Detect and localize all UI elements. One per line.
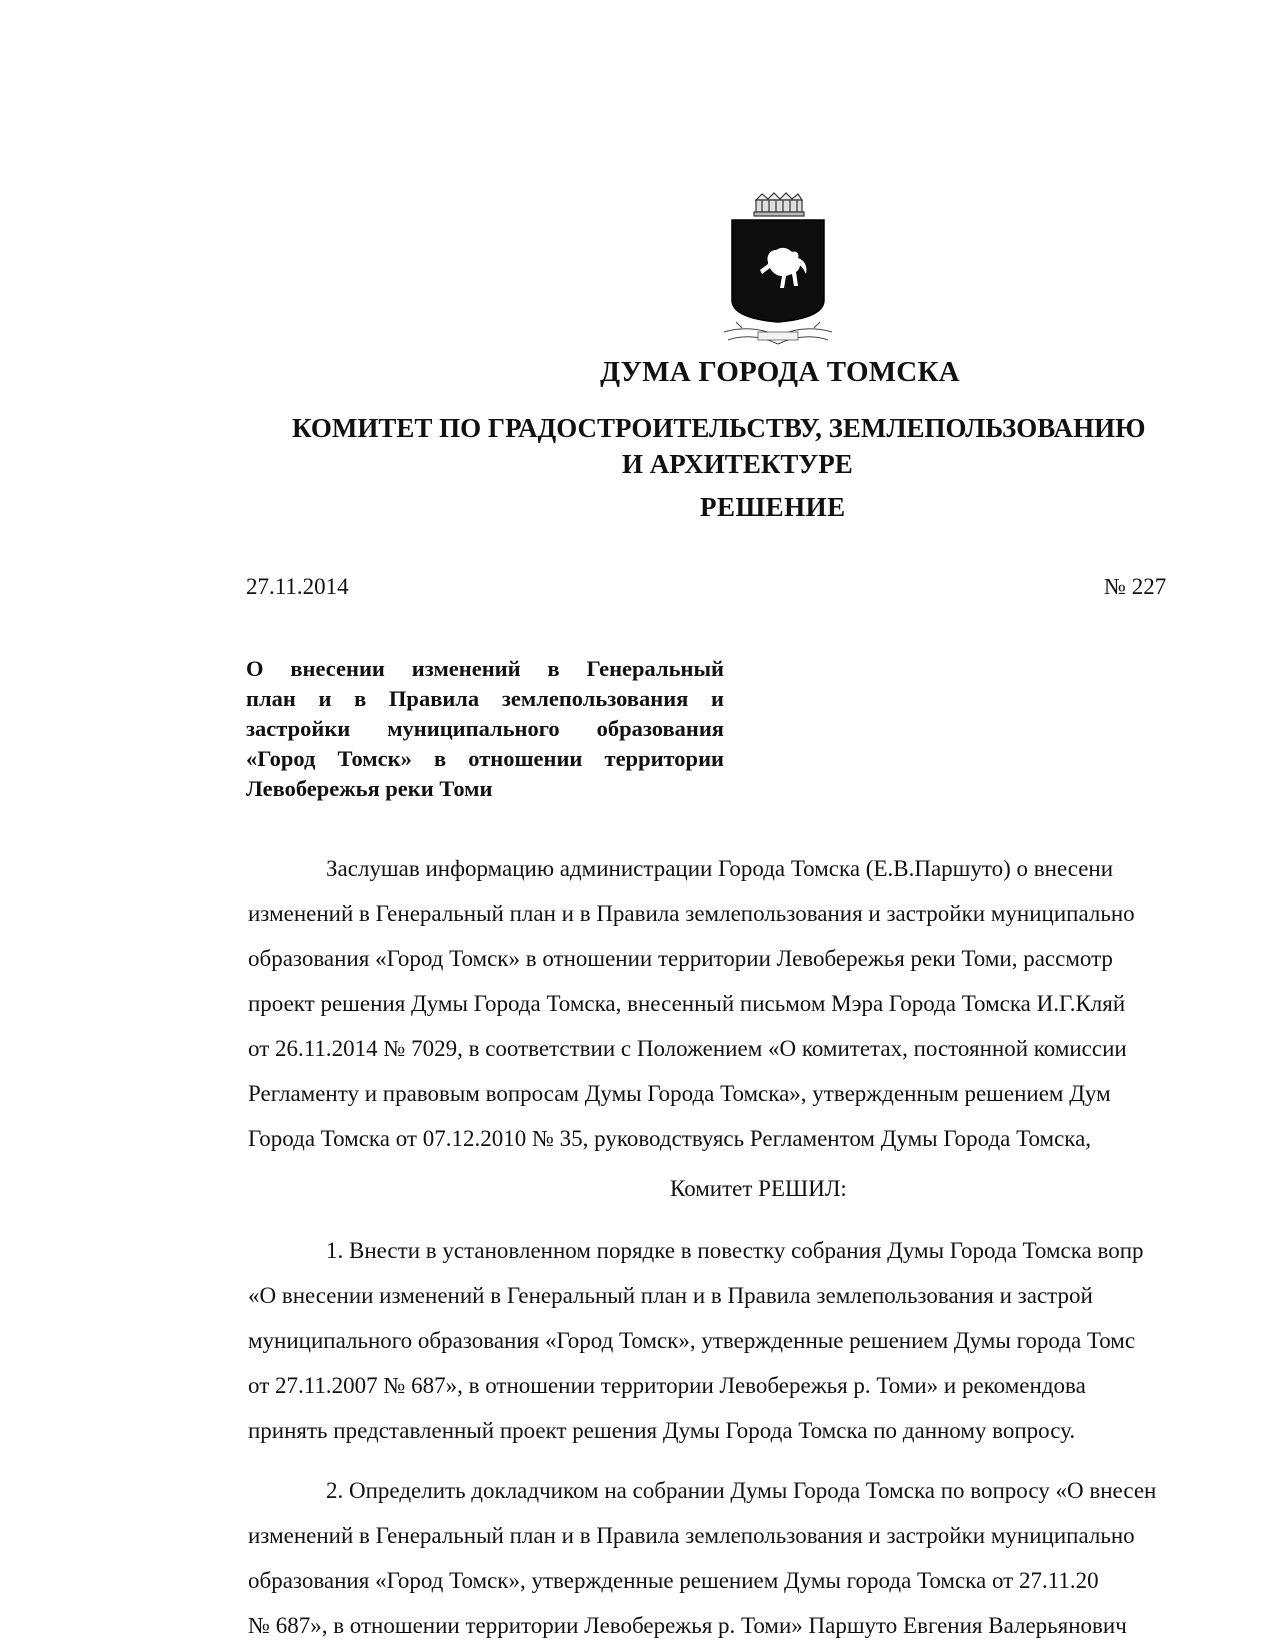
decision-heading: Комитет РЕШИЛ: [670,1176,847,1201]
subject-line: О внесении изменений в Генеральный [246,656,724,681]
subject-line: Левобережья реки Томи [246,776,493,801]
text-line: образования «Город Томск» в отношении территории Левобережья реки Томи, рассмотр [248,946,1113,971]
committee-title-line1: КОМИТЕТ ПО ГРАДОСТРОИТЕЛЬСТВУ, ЗЕМЛЕПОЛЬЗОВАНИЮ [292,413,1146,443]
text-line: от 27.11.2007 № 687», в отношении территории Левобережья р. Томи» и рекомендова [248,1373,1086,1398]
text-line: принять представленный проект решения Думы Города Томска по данному вопросу. [248,1418,1076,1443]
org-title: ДУМА ГОРОДА ТОМСКА [600,356,960,388]
text-line: 2. Определить докладчиком на собрании Думы Города Томска по вопросу «О внесен [326,1478,1157,1503]
preamble-paragraph [248,846,1275,1161]
subject-line: застройки муниципального образования [246,716,724,741]
text-line: № 687», в отношении территории Левобережья р. Томи» Паршуто Евгения Валерьянович [248,1613,1127,1638]
text-line: Города Томска от 07.12.2010 № 35, руководствуясь Регламентом Думы Города Томска, [248,1126,1092,1151]
document-date: 27.11.2014 [246,574,349,599]
subject-line: план и в Правила землепользования и [246,686,724,711]
document-number: № 227 [1104,574,1167,599]
text-line: изменений в Генеральный план и в Правила землепользования и застройки муниципально [248,1523,1135,1548]
text-line: Регламенту и правовым вопросам Думы Города Томска», утвержденным решением Дум [248,1081,1111,1106]
text-line: 1. Внести в установленном порядке в повестку собрания Думы Города Томска вопр [326,1238,1144,1263]
text-line: муниципального образования «Город Томск», утвержденные решением Думы города Томс [248,1328,1136,1353]
text-line: «О внесении изменений в Генеральный план и в Правила землепользования и застрой [248,1283,1093,1308]
decision-item-2 [248,1468,1275,1648]
text-line: от 26.11.2014 № 7029, в соответствии с Положением «О комитетах, постоянной комиссии [248,1036,1127,1061]
document-type: РЕШЕНИЕ [700,492,846,522]
text-line: Заслушав информацию администрации Города Томска (Е.В.Паршуто) о внесени [326,856,1114,881]
committee-title-line2: И АРХИТЕКТУРЕ [622,449,853,479]
coat-of-arms-icon [722,192,834,350]
document-subject [246,654,724,804]
subject-line: «Город Томск» в отношении территории [246,746,724,771]
text-line: образования «Город Томск», утвержденные решением Думы города Томска от 27.11.20 [248,1568,1099,1593]
text-line: изменений в Генеральный план и в Правила землепользования и застройки муниципально [248,901,1135,926]
committee-title [280,410,1275,479]
decision-item-1 [248,1228,1275,1453]
text-line: проект решения Думы Города Томска, внесенный письмом Мэра Города Томска И.Г.Кляй [248,991,1126,1016]
